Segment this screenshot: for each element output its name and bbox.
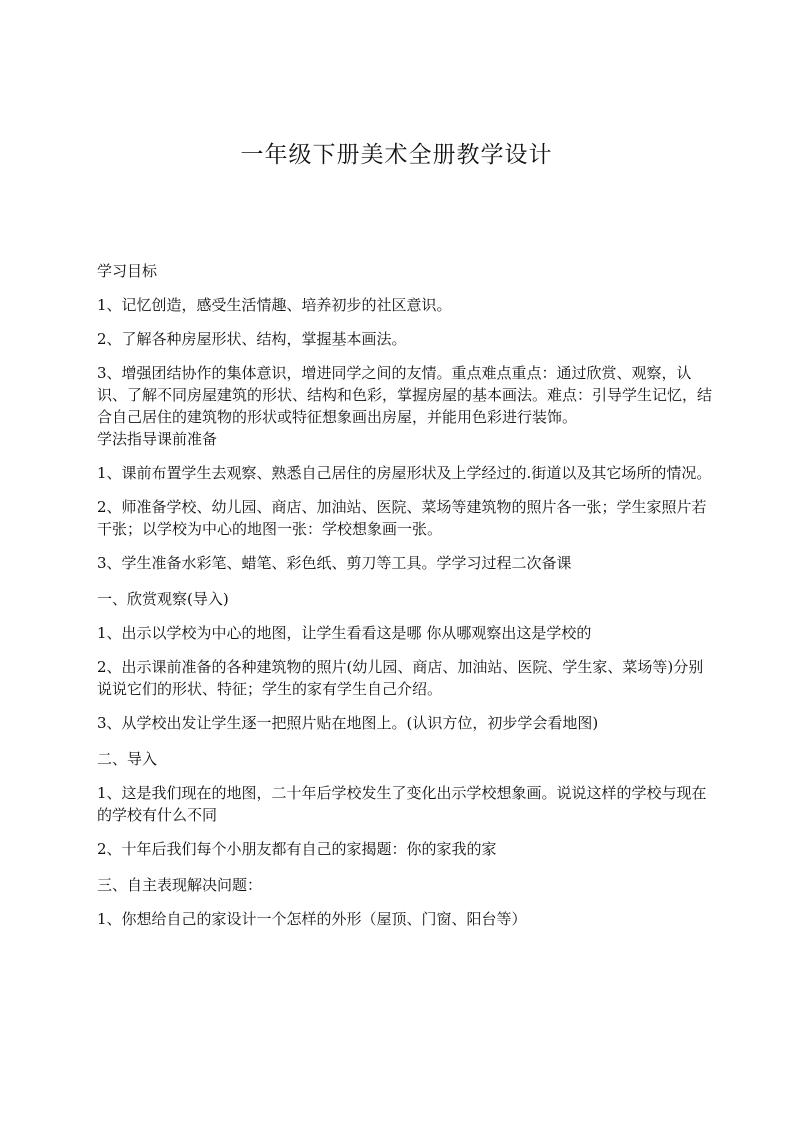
section-heading-observe: 一、欣赏观察(导入)	[97, 590, 229, 608]
paragraph: 2、师准备学校、幼儿园、商店、加油站、医院、菜场等建筑物的照片各一张；学生家照片若干张；以学校为中心的地图一张：学校想象画一张。	[97, 498, 707, 538]
paragraph: 1、你想给自己的家设计一个怎样的外形（屋顶、门窗、阳台等）	[97, 910, 527, 928]
paragraph: 1、出示以学校为中心的地图，让学生看看这是哪 你从哪观察出这是学校的	[97, 624, 592, 642]
section-heading-self-expression: 三、自主表现解决问题：	[97, 876, 263, 894]
document-title: 一年级下册美术全册教学设计	[240, 142, 553, 168]
document-body	[97, 260, 712, 930]
paragraph: 1、课前布置学生去观察、熟悉自己居住的房屋形状及上学经过的.街道以及其它场所的情况。	[97, 464, 712, 482]
paragraph: 2、十年后我们每个小朋友都有自己的家揭题：你的家我的家	[97, 840, 497, 858]
paragraph: 3、增强团结协作的集体意识，增进同学之间的友情。重点难点重点：通过欣赏、观察，认识、了解不同房屋建筑的形状、结构和色彩，掌握房屋的基本画法。难点：引导学生记忆，结合自己居住的建筑物的形状或特征想象画出房屋，并能用色彩进行装饰。	[97, 364, 713, 426]
section-heading-preparation: 学法指导课前准备	[97, 430, 218, 448]
paragraph: 2、出示课前准备的各种建筑物的照片(幼儿园、商店、加油站、医院、学生家、菜场等)分别说说它们的形状、特征；学生的家有学生自己介绍。	[97, 658, 704, 698]
section-heading-intro: 二、导入	[97, 750, 158, 768]
paragraph: 3、从学校出发让学生逐一把照片贴在地图上。(认识方位，初步学会看地图)	[97, 714, 599, 732]
paragraph: 3、学生准备水彩笔、蜡笔、彩色纸、剪刀等工具。学学习过程二次备课	[97, 554, 572, 572]
paragraph: 2、了解各种房屋形状、结构，掌握基本画法。	[97, 330, 407, 348]
paragraph: 1、记忆创造，感受生活情趣、培养初步的社区意识。	[97, 296, 452, 314]
section-heading-learning-goals: 学习目标	[97, 262, 158, 280]
paragraph: 1、这是我们现在的地图，二十年后学校发生了变化出示学校想象画。说说这样的学校与现在的学校有什么不同	[97, 784, 707, 824]
